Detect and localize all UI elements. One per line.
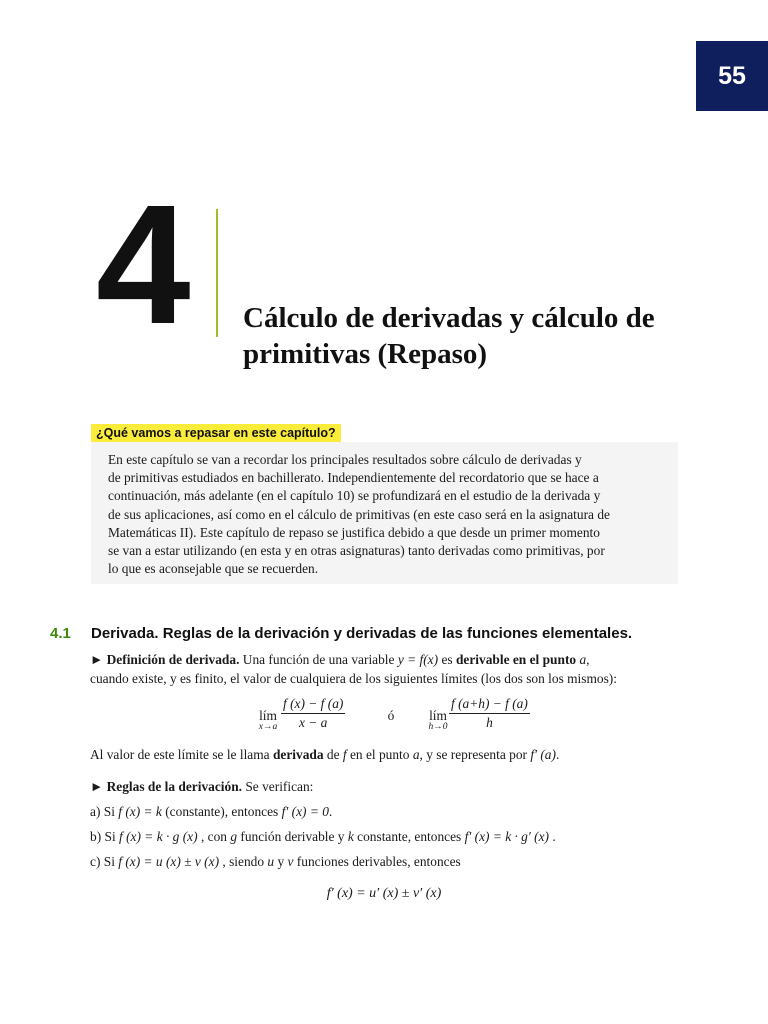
lim-subscript: h→0 xyxy=(428,722,448,732)
summary-line: continuación, más adelante (en el capítulo 10) se profundizará en el estudio de la derivada y xyxy=(108,488,601,504)
definition-paragraph xyxy=(90,650,680,688)
rule-symbol: u xyxy=(267,854,275,869)
rules-term: Reglas de la derivación. xyxy=(106,779,243,794)
limit-operator-right xyxy=(425,696,451,732)
chapter-title-line-2: primitivas (Repaso) xyxy=(243,338,488,370)
rule-text: funciones derivables, entonces xyxy=(293,854,461,869)
rules-intro-text: Se verifican: xyxy=(242,779,314,794)
rule-symbol: k xyxy=(347,829,354,844)
section-title: Derivada. Reglas de la derivación y derivadas de las funciones elementales. xyxy=(91,625,633,642)
summary-label: ¿Qué vamos a repasar en este capítulo? xyxy=(91,424,341,442)
summary-line: se van a estar utilizando (en esta y en otras asignaturas) tanto derivadas como primitivas, por xyxy=(108,543,605,559)
note-text: . xyxy=(555,747,560,762)
definition-variable: a xyxy=(576,652,587,667)
rule-expression: f (x) = u (x) ± v (x) xyxy=(118,854,220,869)
definition-line-2: cuando existe, y es finito, el valor de cualquiera de los siguientes límites (los dos son los mismos): xyxy=(90,671,617,686)
note-text: en el punto xyxy=(346,747,413,762)
definition-expression: y = f(x) xyxy=(397,652,439,667)
limit-operator-left xyxy=(255,696,281,732)
rule-text: , siendo xyxy=(219,854,268,869)
summary-line: Matemáticas II). Este capítulo de repaso se justifica debido a que desde un primer momento xyxy=(108,524,600,540)
rule-a xyxy=(90,802,680,821)
rule-text: a) Si xyxy=(90,804,119,819)
rule-text: . xyxy=(328,804,333,819)
rule-expression: f (x) = k · g (x) xyxy=(119,829,198,844)
summary-line: de primitivas estudiados en bachillerato. Independientemente del recordatorio que se hace a xyxy=(108,470,599,486)
rule-text: b) Si xyxy=(90,829,120,844)
rule-text: . xyxy=(549,829,556,844)
rule-text: c) Si xyxy=(90,854,119,869)
summary-line: lo que es aconsejable que se recuerden. xyxy=(108,561,319,577)
bullet-marker: ► xyxy=(90,779,104,794)
rule-text: función derivable y xyxy=(237,829,348,844)
limit-connector xyxy=(383,696,399,724)
note-bold: derivada xyxy=(272,747,324,762)
fraction-numerator: f (x) − f (a) xyxy=(281,696,345,714)
rule-expression: f (x) = k xyxy=(118,804,162,819)
lim-word: lím xyxy=(259,708,277,723)
limit-fraction-left xyxy=(281,696,345,731)
rule-text: , con xyxy=(197,829,231,844)
limit-formulas xyxy=(255,696,565,740)
rule-symbol: g xyxy=(230,829,238,844)
page-number-badge: 55 xyxy=(696,41,768,111)
definition-line-1 xyxy=(90,650,680,669)
derivative-note xyxy=(90,745,680,764)
definition-text: es xyxy=(438,652,456,667)
note-symbol: f xyxy=(342,747,347,762)
note-text: , y se representa por xyxy=(419,747,531,762)
rule-b xyxy=(90,827,680,846)
lim-subscript: x→a xyxy=(258,722,278,732)
note-text: Al valor de este límite se le llama xyxy=(90,747,273,762)
rule-expression: f′ (x) = 0 xyxy=(281,804,329,819)
fraction-denominator: x − a xyxy=(298,715,328,730)
section-heading xyxy=(50,625,740,642)
definition-text: Una función de una variable xyxy=(239,652,398,667)
rules-intro xyxy=(90,777,680,796)
definition-bold: derivable en el punto xyxy=(455,652,577,667)
chapter-divider xyxy=(216,209,218,337)
chapter-title xyxy=(243,300,713,372)
note-notation: f′ (a) xyxy=(530,747,556,762)
summary-box xyxy=(91,442,678,584)
rule-text: y xyxy=(274,854,288,869)
definition-term: Definición de derivada. xyxy=(106,652,240,667)
chapter-title-line-1: Cálculo de derivadas y cálculo de xyxy=(243,302,655,334)
definition-text: , xyxy=(586,652,590,667)
section-number: 4.1 xyxy=(50,625,71,642)
chapter-number: 4 xyxy=(96,170,191,360)
rule-c-result: f′ (x) = u′ (x) ± v′ (x) xyxy=(326,886,442,901)
summary-line: de sus aplicaciones, así como en el cálculo de primitivas (en este caso será en la asignatura de xyxy=(108,506,610,522)
lim-word: lím xyxy=(429,708,447,723)
rule-symbol: v xyxy=(287,854,294,869)
bullet-marker: ► xyxy=(90,652,104,667)
connector-word: ó xyxy=(387,708,395,723)
rule-text: constante, entonces xyxy=(353,829,465,844)
note-symbol: a xyxy=(412,747,420,762)
rule-expression: f′ (x) = k · g′ (x) xyxy=(464,829,550,844)
summary-line: En este capítulo se van a recordar los principales resultados sobre cálculo de derivadas y xyxy=(108,452,582,467)
fraction-numerator: f (a+h) − f (a) xyxy=(449,696,530,714)
limit-fraction-right xyxy=(449,696,530,731)
fraction-denominator: h xyxy=(486,715,493,730)
rule-c xyxy=(90,852,680,871)
note-text: de xyxy=(323,747,343,762)
rule-text: (constante), entonces xyxy=(161,804,282,819)
